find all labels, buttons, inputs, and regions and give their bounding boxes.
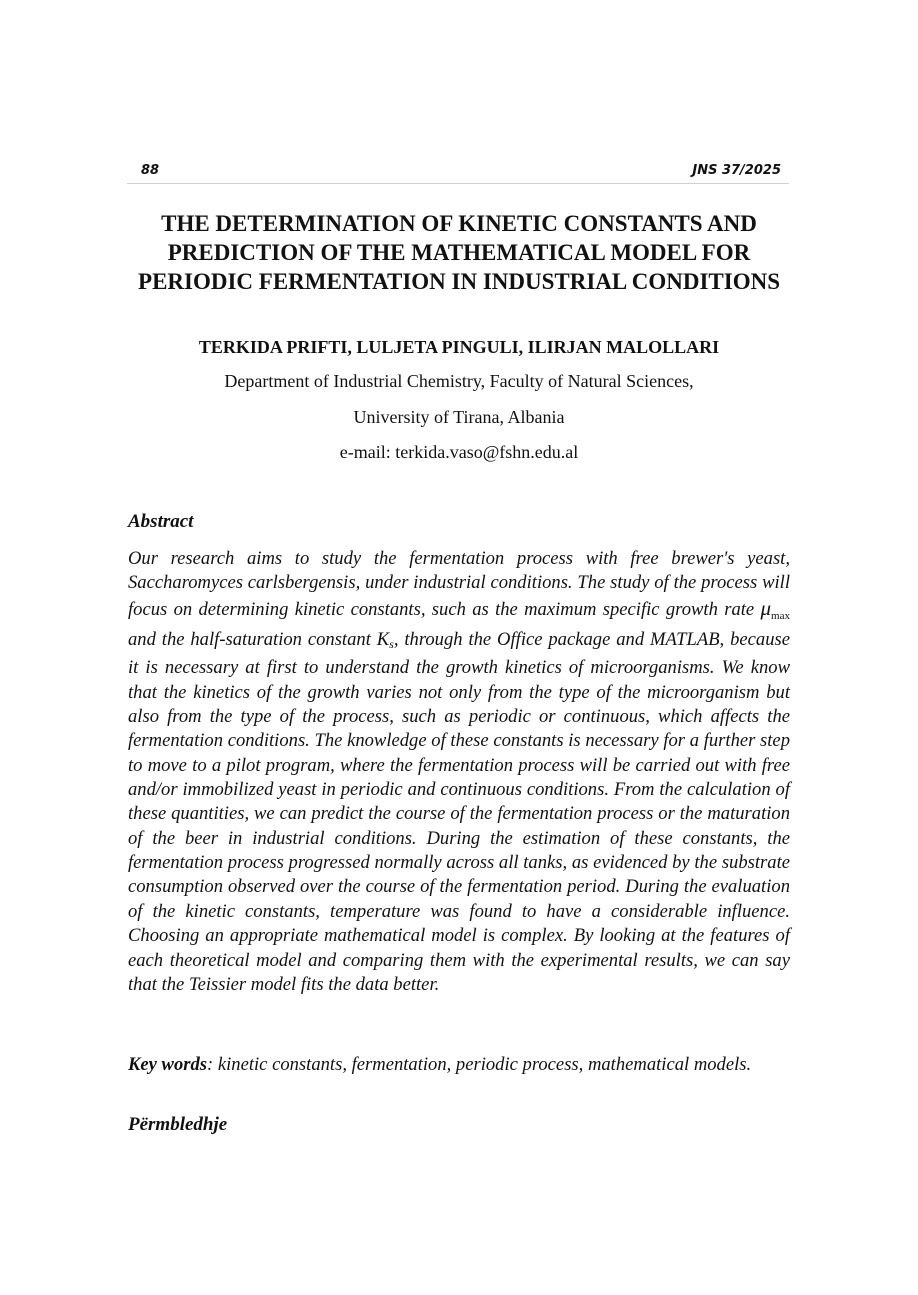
journal-issue: JNS 37/2025 xyxy=(692,163,781,178)
abstract-text-part-3: , through the Office package and MATLAB, because it is necessary at first to understand the growth kinetics of microorganisms. We know that the kinetics of the growth varies not only from the type of the microorganism but also from the type of the process, such as periodic or continuous, which affects the fermentation conditions. The knowledge of these constants is necessary for a further step to move to a pilot program, where the fermentation process will be carried out with free and/or immobilized yeast in periodic and continuous conditions. From the calculation of these quantities, we can predict the course of the fermentation process or the maturation of the beer in industrial conditions. During the estimation of these constants, the fermentation process progressed normally across all tanks, as evidenced by the substrate consumption observed over the course of the fermentation period. During the evaluation of the kinetic constants, temperature was found to have a considerable influence. Choosing an appropriate mathematical model is complex. By looking at the features of each theoretical model and comparing them with the experimental results, we can say that the Teissier model fits the data better. xyxy=(128,629,790,995)
affiliation-line-1: Department of Industrial Chemistry, Faculty of Natural Sciences, xyxy=(224,371,694,391)
author-list: TERKIDA PRIFTI, LULJETA PINGULI, ILIRJAN MALOLLARI xyxy=(198,337,720,357)
page-number: 88 xyxy=(141,163,160,178)
abstract-text-part-2: and the half-saturation constant K xyxy=(128,629,390,651)
affiliation-line-2: University of Tirana, Albania xyxy=(353,407,565,427)
author-email: e-mail: terkida.vaso@fshn.edu.al xyxy=(339,442,579,462)
keywords-paragraph xyxy=(128,1053,790,1078)
mu-max-subscript: max xyxy=(771,609,790,622)
keywords-text: : kinetic constants, fermentation, periodic process, mathematical models. xyxy=(207,1054,752,1075)
mu-symbol: μ xyxy=(760,595,772,620)
running-header xyxy=(127,161,789,184)
abstract-text-part-1: Our research aims to study the fermentation process with free brewer's yeast, Saccharomyces carlsbergensis, under industrial conditions. The study of the process will focus on determining kinetic constants, such as the maximum specific growth rate xyxy=(128,548,790,620)
summary-heading: Përmbledhje xyxy=(128,1114,228,1135)
ks-subscript: s xyxy=(389,637,394,652)
abstract-heading: Abstract xyxy=(128,511,194,532)
paper-title: THE DETERMINATION OF KINETIC CONSTANTS AND PREDICTION OF THE MATHEMATICAL MODEL FOR PERIODIC FERMENTATION IN INDUSTRIAL CONDITIONS xyxy=(138,211,780,294)
abstract-body xyxy=(128,547,790,997)
keywords-label: Key words xyxy=(128,1054,208,1075)
